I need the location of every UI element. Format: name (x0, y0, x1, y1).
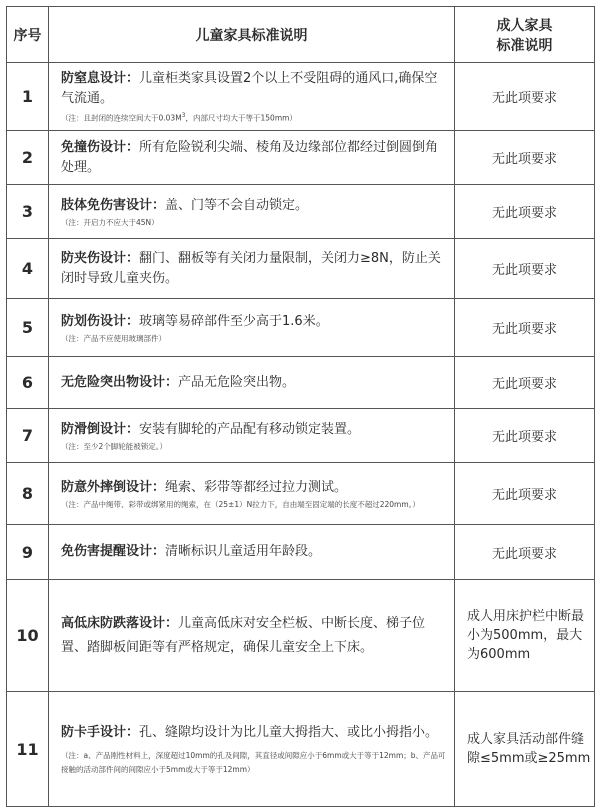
standard-text (61, 196, 448, 216)
standard-text (61, 612, 448, 660)
child-standard-cell (49, 63, 455, 131)
row-number: 4 (7, 239, 49, 299)
standard-desc: 清晰标识儿童适用年龄段。 (165, 544, 322, 559)
table-row (7, 525, 595, 580)
table-row (7, 463, 595, 525)
adult-standard-cell: 无此项要求 (455, 185, 595, 239)
standard-title: 防夹伤设计： (61, 250, 140, 266)
adult-standard-cell: 成人家具活动部件缝隙≤5mm或≥25mm (455, 692, 595, 807)
adult-standard-cell: 无此项要求 (455, 299, 595, 357)
child-standard-cell (49, 131, 455, 185)
adult-standard-cell: 无此项要求 (455, 357, 595, 409)
header-child-standard: 儿童家具标准说明 (49, 7, 455, 63)
standard-text (61, 478, 448, 498)
standard-desc: 儿童柜类家具设置2个以上不受阻碍的通风口,确保空气流通。 (61, 71, 438, 107)
standard-note: （注：且封闭的连续空间大于$0.03M^3$，内部尺寸均大于等于150mm） (61, 112, 297, 123)
standard-title: 免伤害提醒设计： (61, 544, 166, 559)
standard-text (61, 138, 448, 178)
table-row (7, 580, 595, 692)
standard-note: （注：开启力不应大于45N） (61, 217, 159, 227)
standard-title: 肢体免伤害设计： (61, 197, 166, 213)
table-row (7, 63, 595, 131)
adult-standard-cell: 无此项要求 (455, 131, 595, 185)
row-number: 1 (7, 63, 49, 131)
standard-text (61, 373, 448, 393)
row-number: 7 (7, 409, 49, 463)
standard-title: 防窒息设计： (61, 71, 140, 87)
standard-desc: 产品无危险突出物。 (178, 374, 296, 390)
header-row (7, 7, 595, 63)
table-row (7, 692, 595, 807)
standard-text (61, 312, 448, 332)
standard-desc: 盖、门等不会自动锁定。 (165, 197, 309, 213)
child-standard-cell (49, 525, 455, 580)
table-row (7, 239, 595, 299)
row-number: 5 (7, 299, 49, 357)
adult-standard-cell: 无此项要求 (455, 409, 595, 463)
standard-text (61, 542, 448, 562)
standard-title: 防滑倒设计： (61, 421, 140, 437)
standard-note: （注：a、产品刚性材料上，深度超过10mm的孔及间隙，其直径或间隙应小于6mm或大于等于12mm；b、产品可接触的活动部件间的间隙应小于5mm或大于等于12mm） (61, 751, 446, 774)
standard-text (61, 249, 448, 289)
child-standard-cell (49, 185, 455, 239)
row-number: 6 (7, 357, 49, 409)
standard-text (61, 69, 448, 109)
standard-title: 防卡手设计： (61, 725, 140, 740)
standard-title: 防划伤设计： (61, 313, 140, 329)
child-standard-cell (49, 357, 455, 409)
standard-desc: 翻门、翻板等有关闭力量限制，关闭力≥8N，防止关闭时导致儿童夹伤。 (61, 250, 441, 286)
table-row (7, 131, 595, 185)
child-standard-cell (49, 299, 455, 357)
row-number: 10 (7, 580, 49, 692)
table-row (7, 299, 595, 357)
child-standard-cell (49, 692, 455, 807)
standards-table (6, 6, 595, 807)
row-number: 8 (7, 463, 49, 525)
standard-note: （注：产品中绳带、彩带或绑紧用的绳索，在（25±1）N拉力下，自由端至固定端的长度不超过220mm。） (61, 499, 420, 509)
adult-standard-cell: 无此项要求 (455, 63, 595, 131)
table-row (7, 185, 595, 239)
standard-title: 防意外摔倒设计： (61, 479, 166, 495)
row-number: 3 (7, 185, 49, 239)
table-row (7, 357, 595, 409)
child-standard-cell (49, 580, 455, 692)
header-adult-line1: 成人家具 (496, 17, 553, 34)
standard-desc: 绳索、彩带等都经过拉力测试。 (165, 479, 348, 495)
row-number: 9 (7, 525, 49, 580)
adult-standard-cell: 无此项要求 (455, 463, 595, 525)
standard-desc: 玻璃等易碎部件至少高于1.6米。 (139, 313, 329, 329)
adult-standard-cell: 无此项要求 (455, 239, 595, 299)
standard-text (61, 721, 448, 745)
standard-desc: 所有危险锐利尖端、棱角及边缘部位都经过倒圆倒角处理。 (61, 139, 439, 175)
standard-desc: 孔、缝隙均设计为比儿童大拇指大、或比小拇指小。 (139, 725, 439, 740)
standard-title: 免撞伤设计： (61, 139, 140, 155)
standard-desc: 安装有脚轮的产品配有移动锁定装置。 (139, 421, 361, 437)
standard-title: 高低床防跌落设计： (61, 615, 179, 631)
header-adult-standard (455, 7, 595, 63)
standard-text (61, 420, 448, 440)
standard-title: 无危险突出物设计： (61, 374, 179, 390)
standard-note: （注：产品不应使用玻璃部件） (61, 333, 166, 343)
child-standard-cell (49, 463, 455, 525)
table-row (7, 409, 595, 463)
child-standard-cell (49, 239, 455, 299)
standard-note: （注：至少2个脚轮能被锁定。） (61, 441, 168, 451)
header-num: 序号 (7, 7, 49, 63)
child-standard-cell (49, 409, 455, 463)
row-number: 11 (7, 692, 49, 807)
adult-standard-cell: 无此项要求 (455, 525, 595, 580)
standard-desc: 儿童高低床对安全栏板、中断长度、梯子位置、踏脚板间距等有严格规定，确保儿童安全上下床。 (61, 615, 426, 655)
row-number: 2 (7, 131, 49, 185)
adult-standard-cell: 成人用床护栏中断最小为500mm，最大为600mm (455, 580, 595, 692)
header-adult-line2: 标准说明 (496, 37, 553, 54)
